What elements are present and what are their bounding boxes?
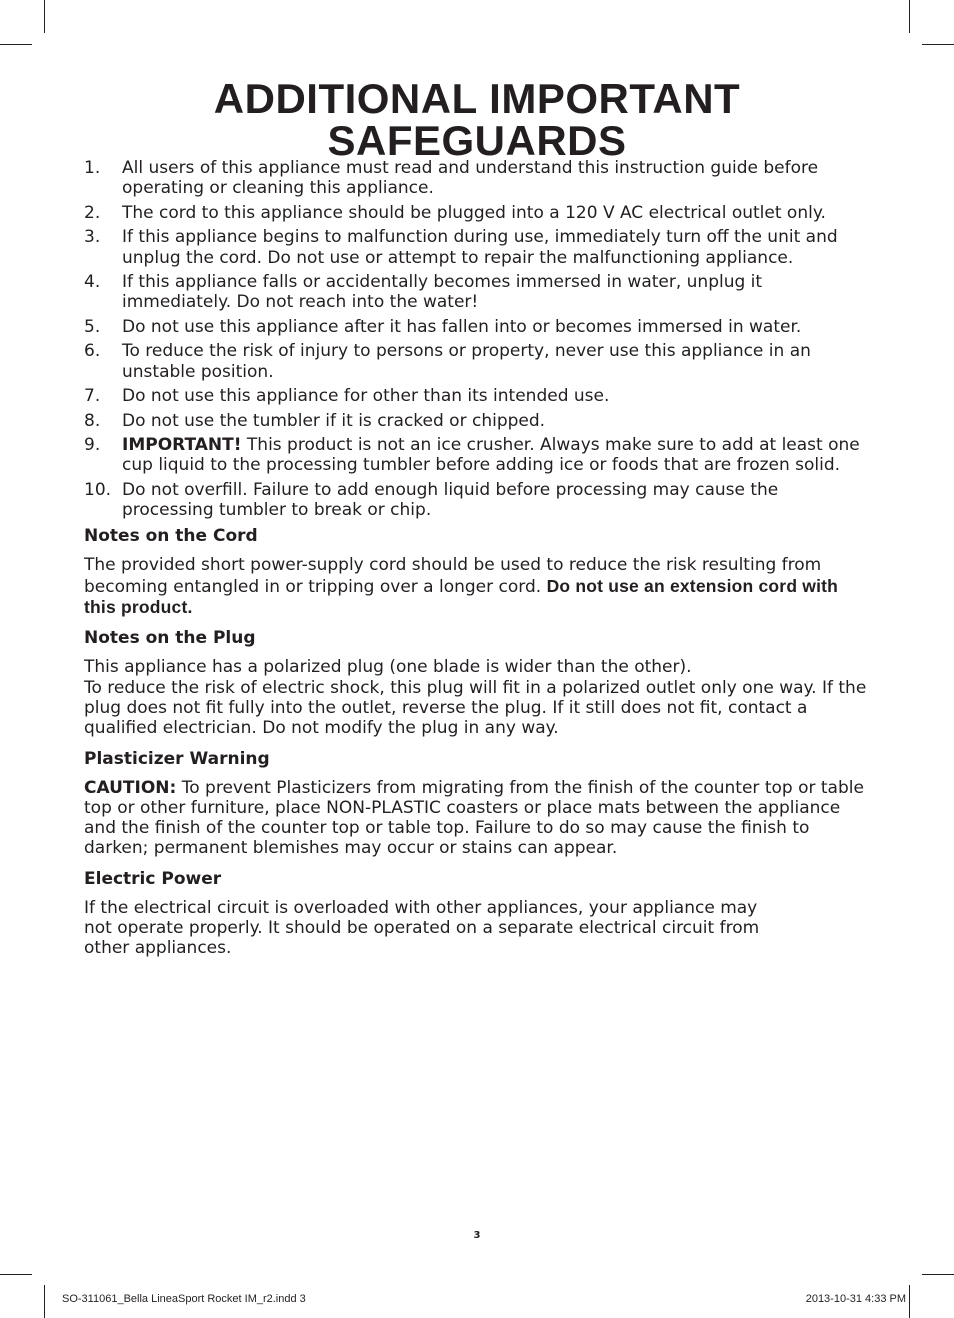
item-text: The cord to this appliance should be plugged into a 120 V AC electrical outlet only. [122, 202, 826, 223]
item-number: 10. [84, 479, 112, 500]
list-item [84, 227, 874, 268]
slug-filename: SO-311061_Bella LineaSport Rocket IM_r2.indd 3 [62, 1293, 306, 1305]
page-title-line-2: SAFEGUARDS [327, 117, 627, 164]
list-item [84, 158, 874, 199]
section-heading-power: Electric Power [84, 868, 222, 889]
crop-mark [44, 1285, 45, 1318]
crop-mark [909, 0, 910, 33]
item-number: 1. [84, 158, 101, 178]
crop-mark [44, 0, 45, 33]
item-number: 9. [84, 435, 101, 456]
crop-mark [0, 44, 32, 45]
list-item [84, 480, 874, 521]
caution-label: CAUTION: [84, 777, 177, 798]
plug-paragraph [84, 657, 874, 738]
list-item [84, 435, 874, 476]
list-item [84, 272, 874, 313]
crop-mark [922, 1274, 954, 1275]
crop-mark [922, 44, 954, 45]
safeguards-list [84, 158, 874, 520]
list-item [84, 411, 874, 431]
list-item [84, 203, 874, 223]
list-item [84, 341, 874, 382]
item-text: Do not use this appliance after it has fallen into or becomes immersed in water. [122, 316, 802, 337]
slug-timestamp: 2013-10-31 4:33 PM [805, 1293, 906, 1305]
cord-emphasis: Do not use an extension cord with this product. [84, 575, 839, 618]
document-body [84, 158, 874, 969]
page-title [0, 75, 954, 164]
item-text: If this appliance begins to malfunction during use, immediately turn off the unit and unplug the cord. Do not use or attempt to repair the malfunctioning appliance. [122, 227, 838, 268]
section-heading-plug: Notes on the Plug [84, 628, 256, 649]
cord-text: The provided short power-supply cord should be used to reduce the risk resulting from becoming entangled in or tripping over a longer cord. [84, 555, 822, 597]
item-text: All users of this appliance must read and understand this instruction guide before operating or cleaning this appliance. [122, 158, 819, 199]
item-text: Do not use the tumbler if it is cracked or chipped. [122, 410, 546, 431]
section-heading-plasticizer: Plasticizer Warning [84, 748, 270, 769]
item-text: Do not use this appliance for other than its intended use. [122, 386, 610, 407]
page-title-line-1: ADDITIONAL IMPORTANT [213, 75, 741, 122]
plasticizer-text: To prevent Plasticizers from migrating from the finish of the counter top or table top or other furniture, place NON-PLASTIC coasters or place mats between the appliance and the finish of the counter top or table top. Failure to do so may cause the finish to darken; permanent blemishes may occur or stains can appear. [84, 777, 864, 859]
crop-mark [0, 1274, 32, 1275]
item-text: Do not overfill. Failure to add enough liquid before processing may cause the processing tumbler to break or chip. [122, 479, 779, 521]
plug-text-2: To reduce the risk of electric shock, this plug will fit in a polarized outlet only one way. If the plug does not fit fully into the outlet, reverse the plug. If it still does not fit, contact a qualified electrician. Do not modify the plug in any way. [84, 677, 867, 739]
item-text: To reduce the risk of injury to persons or property, never use this appliance in an unstable position. [122, 341, 811, 382]
plug-text-1: This appliance has a polarized plug (one blade is wider than the other). [84, 657, 692, 678]
list-item [84, 317, 874, 337]
item-number: 7. [84, 386, 101, 407]
item-number: 4. [84, 272, 101, 293]
power-paragraph: If the electrical circuit is overloaded with other appliances, your appliance may not operate properly. It should be operated on a separate electrical circuit from other appliances. [84, 897, 760, 959]
cord-paragraph [84, 555, 874, 618]
section-heading-cord: Notes on the Cord [84, 526, 258, 547]
important-label: IMPORTANT! [122, 435, 242, 456]
item-number: 5. [84, 316, 101, 337]
item-number: 6. [84, 341, 101, 362]
item-number: 2. [84, 202, 101, 223]
item-number: 8. [84, 410, 101, 431]
item-text: If this appliance falls or accidentally becomes immersed in water, unplug it immediately. Do not reach into the water! [122, 272, 763, 313]
list-item [84, 386, 874, 406]
item-text: This product is not an ice crusher. Always make sure to add at least one cup liquid to the processing tumbler before adding ice or foods that are frozen solid. [122, 435, 860, 476]
item-number: 3. [84, 227, 101, 248]
crop-mark [909, 1285, 910, 1318]
page-number: 3 [473, 1230, 481, 1241]
plasticizer-paragraph [84, 778, 874, 859]
